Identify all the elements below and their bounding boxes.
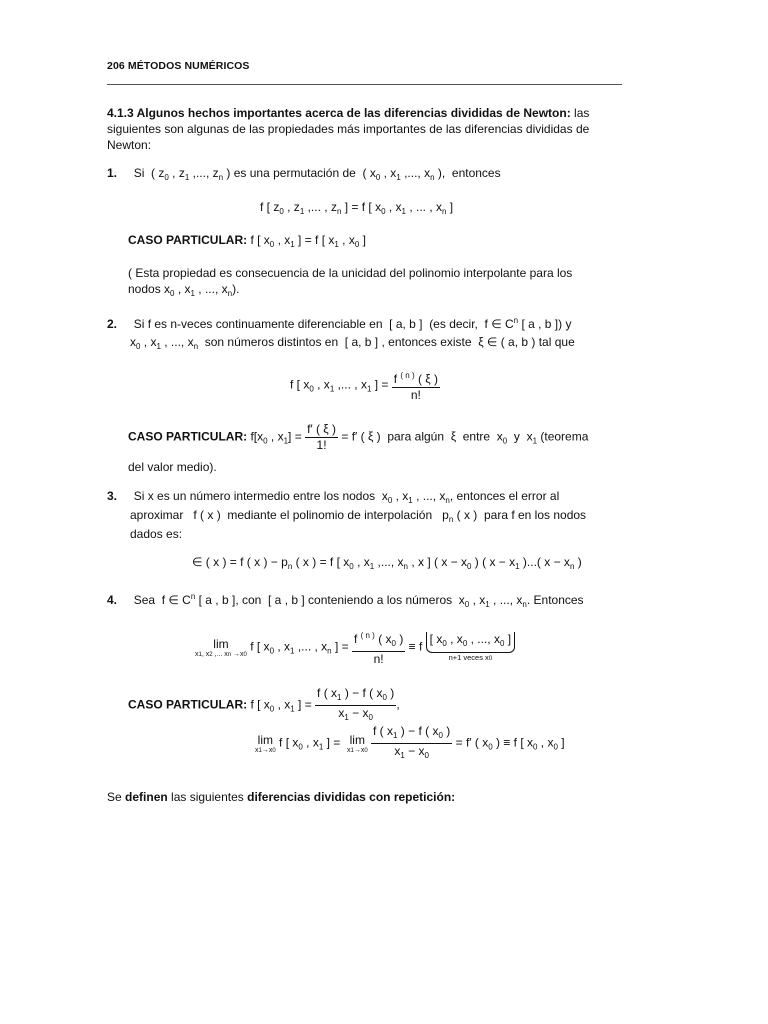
item-3-line-3: dados es: <box>130 527 183 541</box>
item-4-text-b: , con <box>235 593 262 607</box>
closing-se: Se <box>107 790 122 804</box>
item-1-note-line-2b: ). <box>232 282 240 296</box>
item-4-limit-a: lim x1→x0 <box>255 732 276 754</box>
item-4-brace-label: n+1 veces x <box>448 652 489 662</box>
item-2-text-a: Si f es n-veces continuamente diferenciable en <box>133 317 383 331</box>
item-3-number: 3. <box>107 489 118 503</box>
item-1-caso: CASO PARTICULAR: f [ $x_0$ , $x_1$ ] = f [ $x_1$ , $x_0$ ] <box>128 233 366 249</box>
item-2-text-c: ) y <box>558 317 572 331</box>
item-2-caso-text-a: para algún <box>387 429 445 444</box>
book-title: MÉTODOS NUMÉRICOS <box>127 60 250 72</box>
item-4-number: 4. <box>107 593 118 607</box>
intro-line-3: Newton: <box>107 138 152 152</box>
item-4-text-c: conteniendo a los números <box>308 593 453 607</box>
item-4-line-1: 4. Sea f ∈ $C^n$ [ a , b ], con [ a , b ] conteniendo a los números $x_0$ , $x_1$ , ..., $x_n$. Entonces <box>107 592 584 609</box>
item-1-text: es una permutación de <box>233 166 356 180</box>
item-3-text-a: Si x es un número intermedio entre los nodos <box>133 489 376 503</box>
item-4-caso: CASO PARTICULAR: f [ $x_0$ , $x_1$ ] = $\frac{f ( x_1 ) - f ( x_0 )}{x_1 - x_0}$ , <box>128 686 400 725</box>
closing-mid: las siguientes <box>171 790 244 804</box>
item-2-caso-text-d: (teorema <box>540 429 589 444</box>
item-2-text-line2d: tal que <box>538 335 575 349</box>
closing-bold: diferencias divididas con repetición: <box>247 790 456 804</box>
intro-text-1: las <box>574 106 590 120</box>
item-2-fraction: $\frac{f ^{( n )} ( \xi )}{n!}$ <box>392 368 440 403</box>
item-1-line: 1. Si ( $z_0$ , $z_1$ ,..., $z_n$ ) es una permutación de ( $x_0$ , $x_1$ ,..., $x_n$ ), entonces <box>107 166 501 182</box>
item-4-caso-fraction: $\frac{f ( x_1 ) - f ( x_0 )}{x_1 - x_0}$ <box>317 686 395 722</box>
item-1-note-line-2a: nodos <box>128 282 161 296</box>
item-2-equation: f [ $x_0$ , $x_1$ ,... , $x_1$ ] = $\frac{f ^{( n )} ( \xi )}{n!}$ <box>290 368 440 403</box>
item-2-caso-text-b: entre <box>462 429 491 444</box>
item-1-si: Si <box>133 166 145 180</box>
item-4-limit: lim x1, x2 ,... xn →x0 <box>195 636 247 658</box>
item-4-text-a: Sea <box>133 593 156 607</box>
item-2-line-1: 2. Si f es n-veces continuamente diferenciable en [ a, b ] (es decir, f ∈ $C^n$ [ a , b ]) y <box>107 316 572 331</box>
intro-paragraph <box>107 105 627 153</box>
item-3-equation: ∈ ( x ) = f ( x ) − $p_n$ ( x ) = f [ $x_0$ , $x_1$ ,..., $x_n$ , x ] ( $x - x_0$ ) ( $x - x_1$ )...( $x - x_n$ ) <box>192 555 582 571</box>
item-4-text-d: . Entonces <box>526 593 584 607</box>
header-rule <box>107 84 622 85</box>
item-2-caso-line-2: del valor medio). <box>128 460 217 474</box>
page-number: 206 <box>107 60 125 72</box>
item-1-equation: f [ $z_0$ , $z_1$ ,... , $z_n$ ] = f [ $x_0$ , $x_1$ , ... , $x_n$ ] <box>260 200 454 216</box>
item-1-number: 1. <box>107 166 118 180</box>
item-4-equation: lim x1, x2 ,... xn →x0 f [ $x_0$ , $x_1$ ,... , $x_n$ ] = $\frac{f ^{( n )} ( x_0 )}{n!}$ ≡ f [ $x_0$ , $x_0$ , ..., $x_0$ ] n+1 veces x0 <box>195 628 515 667</box>
item-3-text-line2b: mediante el polinomio de interpolación <box>227 508 433 522</box>
item-4-fraction: $\frac{f ^{( n )} ( x_0 )}{n!}$ <box>352 628 405 667</box>
item-4-underbrace: [ $x_0$ , $x_0$ , ..., $x_0$ ] n+1 veces x0 <box>426 632 515 664</box>
item-2-caso: CASO PARTICULAR: $f[x_0$ , $x_1$] = $\frac{f' ( \xi )}{1!}$ = f′ ( ξ ) para algún ξ entre $x_0$ y $x_1$ (teorema <box>128 422 589 452</box>
item-2-text-line2b: son números distintos en <box>204 335 339 349</box>
item-2-number: 2. <box>107 317 118 331</box>
item-3-text-b: , entonces el error al <box>449 489 560 503</box>
item-3-text-line2c: para f en los nodos <box>483 508 587 522</box>
item-3-line-2: aproximar f ( x ) mediante el polinomio de interpolación $p_n$ ( x ) para f en los nodos <box>130 508 587 524</box>
item-2-text-line2c: , entonces existe <box>381 335 472 349</box>
item-2-caso-fraction: $\frac{f' ( \xi )}{1!}$ <box>307 422 337 452</box>
item-3-text-line2a: aproximar <box>130 508 184 522</box>
item-4-limit-b: lim x1→x0 <box>346 732 368 754</box>
caso-particular-label-2: CASO PARTICULAR: <box>128 429 248 444</box>
intro-line-2: siguientes son algunas de las propiedades más importantes de las diferencias divididas de <box>107 122 590 136</box>
caso-particular-label-4: CASO PARTICULAR: <box>128 697 248 712</box>
item-1-note-line-1: ( Esta propiedad es consecuencia de la unicidad del polinomio interpolante para los <box>128 266 573 280</box>
item-2-caso-text-c: y <box>513 429 520 444</box>
section-heading: 4.1.3 Algunos hechos importantes acerca de las diferencias divididas de Newton: <box>107 106 571 120</box>
closing-line <box>107 790 455 804</box>
item-3-line-1: 3. Si x es un número intermedio entre los nodos $x_0$ , $x_1$ , ..., $x_n$, entonces el error al <box>107 489 560 505</box>
item-4-limit-equation: lim x1→x0 f [ $x_0$ , $x_1$ ] = lim x1→x0 $\frac{f ( x_1 ) - f ( x_0 )}{x_1 - x_0}$ = f′ ( $x_0$ ) ≡ f [ $x_0$ , $x_0$ ] <box>255 724 565 763</box>
closing-definen: definen <box>125 790 168 804</box>
item-1-entonces: entonces <box>451 166 501 180</box>
caso-particular-label-1: CASO PARTICULAR: <box>128 233 248 247</box>
item-2-line-2: $x_0$ , $x_1$ , ..., $x_n$ son números distintos en [ a, b ] , entonces existe ξ ∈ ( a, b ) tal que <box>130 335 575 351</box>
item-1-note: ( Esta propiedad es consecuencia de la unicidad del polinomio interpolante para los nodos $x_0$ , $x_1$ , ..., $x_n$). <box>128 266 573 298</box>
item-4-limit-fraction: $\frac{f ( x_1 ) - f ( x_0 )}{x_1 - x_0}$ <box>373 724 451 760</box>
item-2-text-b: (es decir, <box>429 317 478 331</box>
running-header <box>107 60 250 72</box>
